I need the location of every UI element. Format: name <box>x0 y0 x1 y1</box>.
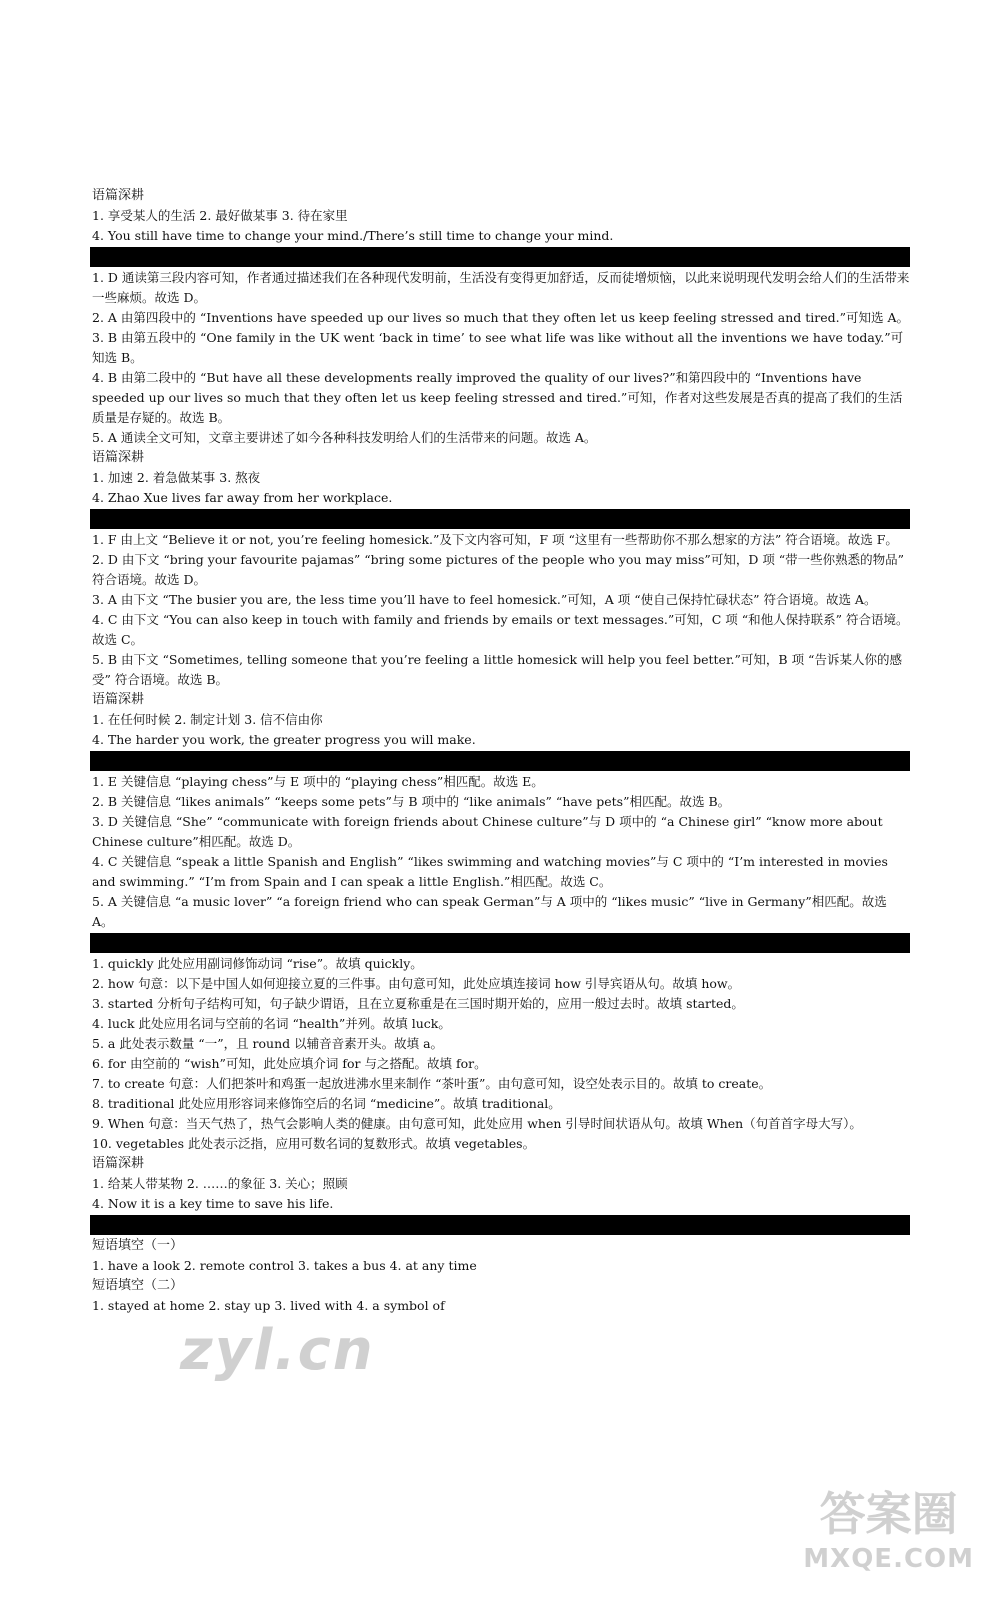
section-heading: 短语填空（二） <box>92 1278 184 1293</box>
answer-line: 3. D 关键信息 “She” “communicate with foreign friends about Chinese culture”与 D 项中的 “a Chinese girl” “know more about Chinese culture”相匹配。故选 D。 <box>92 814 883 849</box>
watermark-logo-url: MXQE.COM <box>803 1544 974 1574</box>
answer-line: 4. The harder you work, the greater progress you will make. <box>92 732 476 747</box>
answer-line: 5. B 由下文 “Sometimes, telling someone that you’re feeling a little homesick will help you feel better.”可知，B 项 “告诉某人你的感受” 符合语境。故选 B。 <box>92 652 902 687</box>
answer-line: 6. for 由空前的 “wish”可知，此处应填介词 for 与之搭配。故填 for。 <box>92 1056 487 1071</box>
answer-line: 2. D 由下文 “bring your favourite pajamas” “bring some pictures of the people who you may miss”可知，D 项 “带一些你熟悉的物品” 符合语境。故选 D。 <box>92 552 905 587</box>
answer-line: 4. You still have time to change your mind./There’s still time to change your mind. <box>92 228 614 243</box>
answer-line: 1. quickly 此处应用副词修饰动词 “rise”。故填 quickly。 <box>92 956 423 971</box>
answer-line: 9. When 句意：当天气热了，热气会影响人类的健康。由句意可知，此处应用 when 引导时间状语从句。故填 When（句首首字母大写）。 <box>92 1116 862 1131</box>
answer-line: 2. B 关键信息 “likes animals” “keeps some pets”与 B 项中的 “like animals” “have pets”相匹配。故选 B。 <box>92 794 731 809</box>
answer-line: 10. vegetables 此处表示泛指，应用可数名词的复数形式。故填 vegetables。 <box>92 1136 536 1151</box>
answer-line: 1. F 由上文 “Believe it or not, you’re feeling homesick.”及下文内容可知，F 项 “这里有一些帮助你不那么想家的方法” 符合语境。故选 F。 <box>92 532 898 547</box>
section-divider-bar <box>90 1215 910 1235</box>
watermark-zyl: zyl.cn <box>180 1318 375 1383</box>
answer-line: 4. Zhao Xue lives far away from her workplace. <box>92 490 393 505</box>
answer-line: 4. luck 此处应用名词与空前的名词 “health”并列。故填 luck。 <box>92 1016 451 1031</box>
answer-line: 3. started 分析句子结构可知，句子缺少谓语，且在立夏称重是在三国时期开始的，应用一般过去时。故填 started。 <box>92 996 744 1011</box>
answer-line: 2. A 由第四段中的 “Inventions have speeded up our lives so much that they often let us keep feeling stressed and tired.”可知选 A。 <box>92 310 909 325</box>
answer-line: 1. 给某人带某物 2. ……的象征 3. 关心；照顾 <box>92 1176 348 1191</box>
answer-line: 4. C 关键信息 “speak a little Spanish and English” “likes swimming and watching movies”与 C 项中的 “I’m interested in movies and swimming.” “I’m from Spain and I can speak a little English.”相匹配。故选 C。 <box>92 854 888 889</box>
answer-line: 1. E 关键信息 “playing chess”与 E 项中的 “playing chess”相匹配。故选 E。 <box>92 774 544 789</box>
answer-line: 3. B 由第五段中的 “One family in the UK went ‘back in time’ to see what life was like without all the inventions we have today.”可知选 B。 <box>92 330 904 365</box>
section-heading: 语篇深耕 <box>92 188 145 203</box>
section-heading: 短语填空（一） <box>92 1238 184 1253</box>
answer-line: 5. a 此处表示数量 “一”，且 round 以辅音音素开头。故填 a。 <box>92 1036 444 1051</box>
section-divider-bar <box>90 247 910 267</box>
answer-line: 1. 在任何时候 2. 制定计划 3. 信不信由你 <box>92 712 323 727</box>
section-heading: 语篇深耕 <box>92 450 145 465</box>
answer-line: 5. A 关键信息 “a music lover” “a foreign friend who can speak German”与 A 项中的 “likes music” “live in Germany”相匹配。故选 A。 <box>92 894 887 929</box>
section-divider-bar <box>90 933 910 953</box>
answer-line: 4. B 由第二段中的 “But have all these developments really improved the quality of our lives?”和第四段中的 “Inventions have speeded up our lives so much that they often let us keep feeling stressed and tired.”可知，作者对这些发展是否真的提高了我们的生活质量是存疑的。故选 B。 <box>92 370 903 425</box>
section-divider-bar <box>90 509 910 529</box>
answer-line: 2. how 句意：以下是中国人如何迎接立夏的三件事。由句意可知，此处应填连接词 how 引导宾语从句。故填 how。 <box>92 976 741 991</box>
answer-line: 4. Now it is a key time to save his life. <box>92 1196 334 1211</box>
answer-line: 4. C 由下文 “You can also keep in touch with family and friends by emails or text messages.”可知，C 项 “和他人保持联系” 符合语境。故选 C。 <box>92 612 909 647</box>
answer-line: 8. traditional 此处应用形容词来修饰空后的名词 “medicine”。故填 traditional。 <box>92 1096 561 1111</box>
answer-line: 7. to create 句意：人们把茶叶和鸡蛋一起放进沸水里来制作 “茶叶蛋”。由句意可知，设空处表示目的。故填 to create。 <box>92 1076 772 1091</box>
section-heading: 语篇深耕 <box>92 692 145 707</box>
answer-line: 5. A 通读全文可知，文章主要讲述了如今各种科技发明给人们的生活带来的问题。故选 A。 <box>92 430 597 445</box>
answer-line: 1. stayed at home 2. stay up 3. lived with 4. a symbol of <box>92 1298 445 1313</box>
answer-line: 1. 加速 2. 着急做某事 3. 熬夜 <box>92 470 261 485</box>
answer-line: 1. 享受某人的生活 2. 最好做某事 3. 待在家里 <box>92 208 348 223</box>
answer-line: 1. D 通读第三段内容可知，作者通过描述我们在各种现代发明前，生活没有变得更加舒适，反而徒增烦恼，以此来说明现代发明会给人们的生活带来一些麻烦。故选 D。 <box>92 270 910 305</box>
answer-line: 3. A 由下文 “The busier you are, the less time you’ll have to feel homesick.”可知，A 项 “使自己保持忙碌状态” 符合语境。故选 A。 <box>92 592 877 607</box>
section-heading: 语篇深耕 <box>92 1156 145 1171</box>
answer-page <box>92 186 910 1316</box>
answer-line: 1. have a look 2. remote control 3. takes a bus 4. at any time <box>92 1258 477 1273</box>
watermark-logo <box>803 1478 974 1574</box>
watermark-logo-title: 答案圈 <box>819 1487 958 1541</box>
section-divider-bar <box>90 751 910 771</box>
